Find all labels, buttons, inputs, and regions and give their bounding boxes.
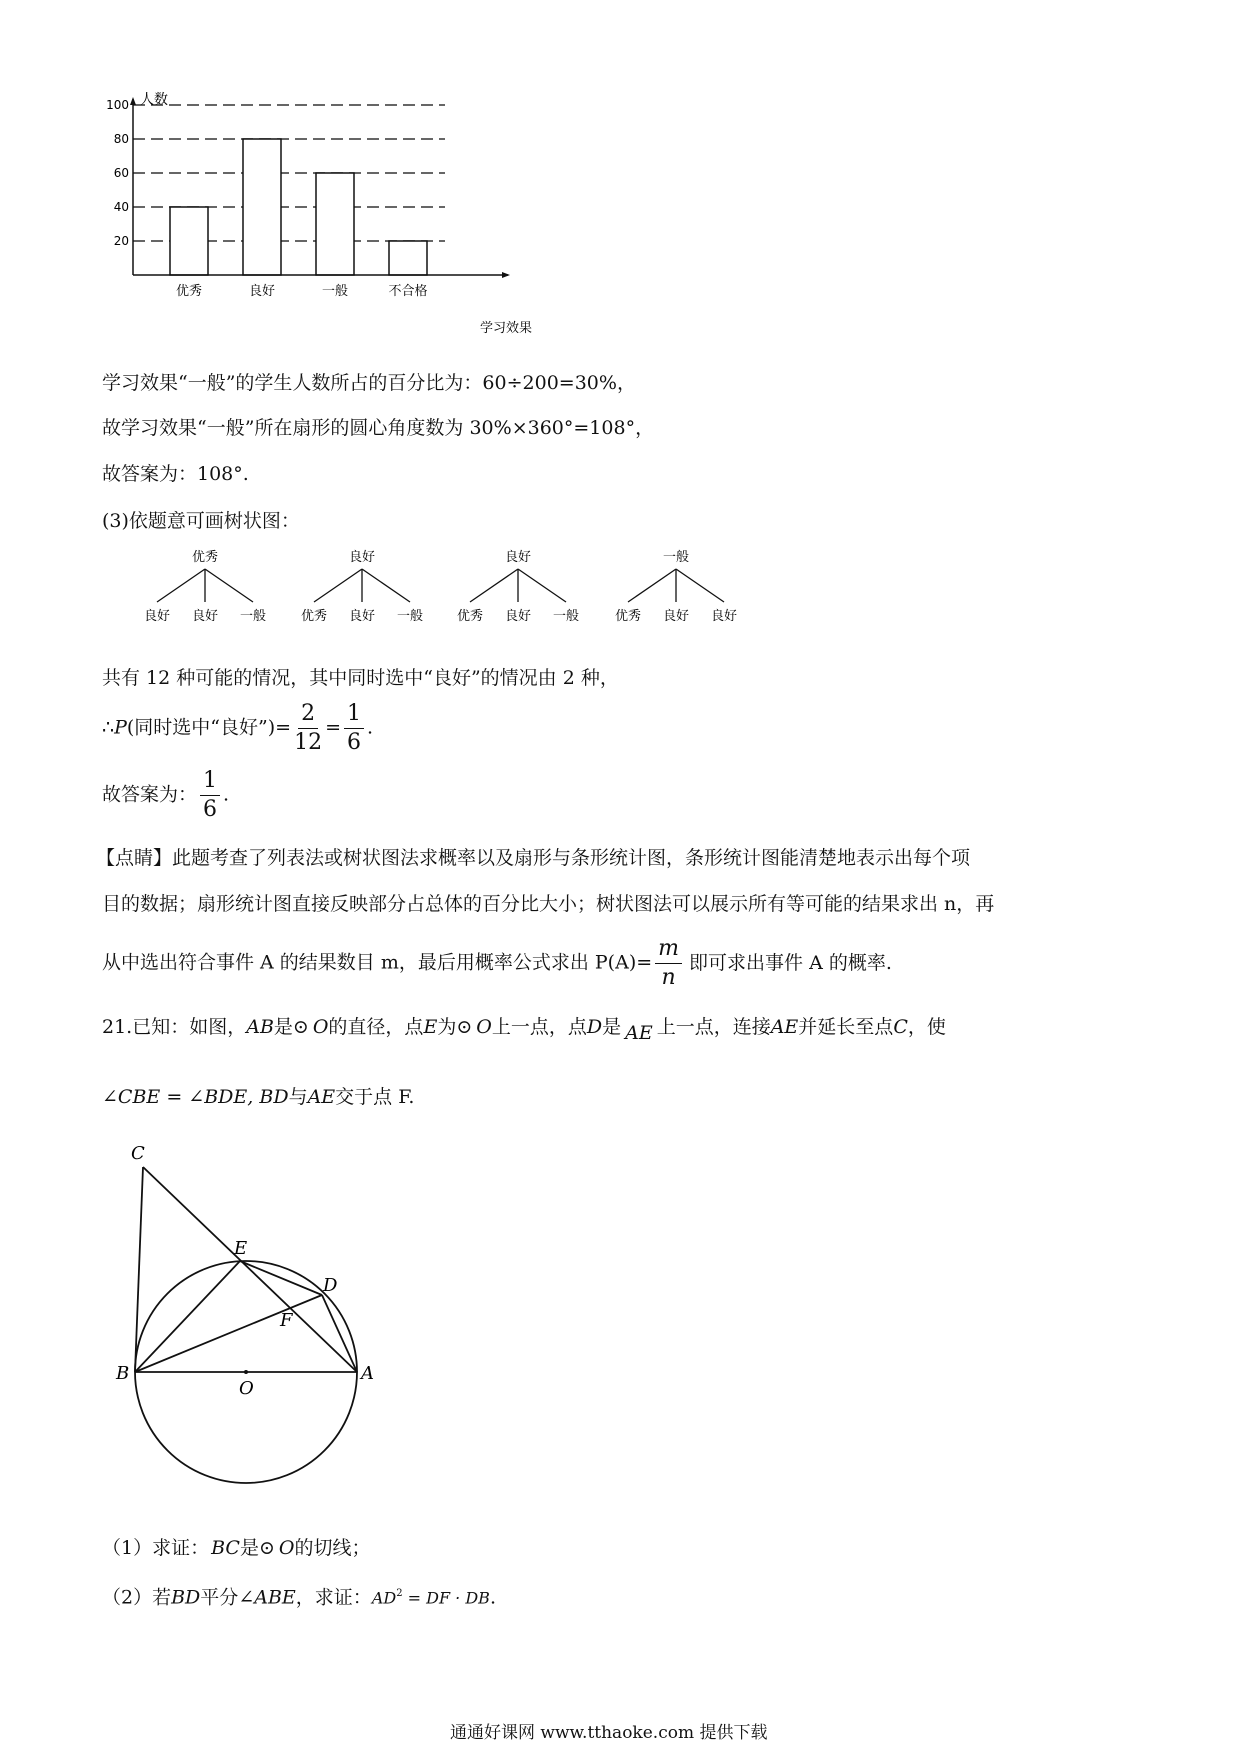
bar-chart-ylabel: 人数 — [140, 92, 168, 108]
tree-leaf-label: 一般 — [396, 609, 424, 624]
label-C: C — [131, 1143, 145, 1164]
question-21-line-1: 21.已知：如图，AB是⊙ O的直径，点E为⊙ O上一点，点D是 AE 上一点，连接AE并延长至点C，使 — [102, 1016, 946, 1044]
tree-leaf-label: 良好 — [191, 609, 219, 624]
y-tick-label: 60 — [113, 166, 129, 180]
tree-leaf-label: 一般 — [239, 609, 267, 624]
text-line-5: 共有 12 种可能的情况，其中同时选中“良好”的情况由 2 种， — [102, 667, 619, 689]
prob-condition: (同时选中“良好”) — [126, 716, 276, 739]
category-label: 良好 — [248, 284, 276, 299]
tree-leaf-label: 良好 — [143, 609, 171, 624]
prob-P: P — [114, 716, 127, 739]
category-label: 不合格 — [388, 284, 428, 299]
point-text-1: 此题考查了列表法或树状图法求概率以及扇形与条形统计图，条形统计图能清楚地表示出每个项 — [172, 847, 971, 869]
answer-line — [102, 770, 229, 821]
segment-DA — [322, 1295, 357, 1372]
period-2: . — [223, 783, 230, 806]
tree-leaf-label: 优秀 — [300, 609, 328, 624]
point-O — [244, 1370, 248, 1374]
tree-branch — [362, 569, 410, 602]
segment-CA — [143, 1167, 357, 1372]
bar-chart — [100, 85, 620, 345]
fraction-2-12: $\frac{2}{12}$ — [294, 701, 323, 755]
point-text-3b: 即可求出事件 A 的概率. — [689, 951, 892, 974]
tree-branch — [628, 569, 676, 602]
tree-branch — [157, 569, 205, 602]
y-tick-label: 100 — [106, 98, 129, 112]
point-line-3 — [102, 938, 892, 989]
bar — [170, 207, 208, 275]
tree-branch — [518, 569, 566, 602]
segment-BD — [135, 1295, 322, 1372]
tree-leaf-label: 良好 — [504, 609, 532, 624]
point-tag: 【点睛】 — [96, 847, 173, 869]
question-21-line-2: ∠CBE = ∠BDE, BD与AE交于点 F. — [102, 1086, 415, 1108]
label-E: E — [234, 1238, 248, 1259]
tree-root-label: 一般 — [662, 550, 690, 565]
tree-leaf-label: 良好 — [348, 609, 376, 624]
text-line-3: 故答案为：108°. — [102, 463, 249, 485]
tree-root-label: 良好 — [504, 550, 532, 565]
tree-branch — [314, 569, 362, 602]
footer: 通通好课网 www.tthaoke.com 提供下载 — [450, 1723, 768, 1743]
bar — [316, 173, 354, 275]
tree-root-label: 优秀 — [191, 550, 219, 565]
label-A: A — [361, 1363, 374, 1384]
category-label: 一般 — [321, 284, 349, 299]
label-D: D — [323, 1275, 338, 1296]
bar-chart-xlabel: 学习效果 — [480, 321, 533, 336]
x-axis-arrow — [502, 272, 510, 278]
tree-leaf-label: 优秀 — [614, 609, 642, 624]
y-tick-label: 40 — [113, 200, 129, 214]
fraction-1-6: $\frac{1}{6}$ — [344, 703, 364, 754]
answer-prefix: 故答案为： — [102, 783, 198, 806]
tree-leaf-label: 优秀 — [456, 609, 484, 624]
therefore-symbol: ∴ — [102, 716, 115, 739]
fraction-m-n: $\frac{m}{n}$ — [655, 938, 682, 989]
tree-diagram — [100, 545, 800, 645]
bar — [243, 139, 281, 275]
text-line-2: 故学习效果“一般”所在扇形的圆心角度数为 30%×360°=108°， — [102, 417, 655, 439]
tree-leaf-label: 一般 — [552, 609, 580, 624]
tree-branch — [676, 569, 724, 602]
category-label: 优秀 — [175, 284, 203, 299]
equals-2: = — [325, 716, 341, 739]
y-tick-label: 20 — [113, 234, 129, 248]
tree-root-label: 良好 — [348, 550, 376, 565]
y-tick-label: 80 — [113, 132, 129, 146]
sub-question-1: （1）求证： BC是⊙ O的切线； — [102, 1537, 371, 1559]
answer-fraction: $\frac{1}{6}$ — [200, 770, 220, 821]
label-B: B — [116, 1363, 130, 1384]
text-line-1: 学习效果“一般”的学生人数所占的百分比为：60÷200=30%， — [102, 372, 636, 394]
geometry-figure — [100, 1130, 400, 1510]
bar — [389, 241, 427, 275]
tree-branch — [470, 569, 518, 602]
tree-leaf-label: 良好 — [662, 609, 690, 624]
tree-branch — [205, 569, 253, 602]
label-F: F — [280, 1310, 293, 1331]
bar-chart-categories — [176, 283, 428, 299]
y-axis-arrow — [130, 97, 136, 105]
sub-question-2: （2）若BD平分∠ABE，求证：$AD^2$ = DF · DB. — [102, 1586, 496, 1609]
point-text-3a: 从中选出符合事件 A 的结果数目 m，最后用概率公式求出 P(A)= — [102, 951, 653, 974]
point-line-1 — [96, 846, 971, 870]
bar-chart-ticks — [106, 98, 129, 248]
probability-line — [102, 703, 373, 754]
label-O: O — [239, 1378, 254, 1399]
period-1: . — [367, 716, 374, 739]
tree-leaf-label: 良好 — [710, 609, 738, 624]
arc-AE: AE — [625, 1022, 653, 1044]
equals-1: = — [275, 716, 292, 739]
text-line-4: (3)依题意可画树状图： — [102, 510, 300, 532]
point-line-2: 目的数据；扇形统计图直接反映部分占总体的百分比大小；树状图法可以展示所有等可能的结果求出 n，再 — [102, 893, 995, 915]
